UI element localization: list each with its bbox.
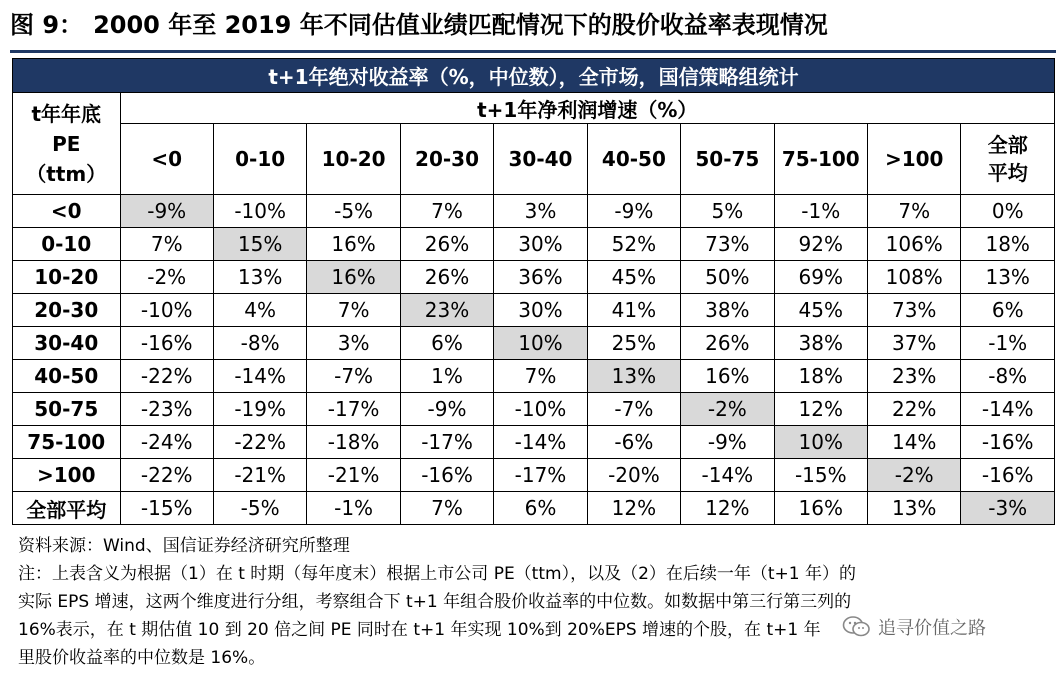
table-cell: 45% bbox=[587, 261, 680, 294]
table-cell: 30% bbox=[494, 294, 587, 327]
table-cell: -1% bbox=[961, 327, 1055, 360]
table-cell: 38% bbox=[774, 327, 867, 360]
table-cell: 3% bbox=[307, 327, 400, 360]
table-cell: -5% bbox=[307, 195, 400, 228]
table-cell: 7% bbox=[307, 294, 400, 327]
row-header: 0-10 bbox=[13, 228, 121, 261]
table-cell: -2% bbox=[681, 393, 774, 426]
table-cell: 1% bbox=[400, 360, 493, 393]
table-cell: 30% bbox=[494, 228, 587, 261]
table-cell: 15% bbox=[213, 228, 306, 261]
table-cell: 52% bbox=[587, 228, 680, 261]
table-cell: -7% bbox=[587, 393, 680, 426]
figure-label: 图 9： bbox=[10, 11, 84, 39]
table-cell: -9% bbox=[587, 195, 680, 228]
notes bbox=[18, 532, 1058, 672]
row-header: 30-40 bbox=[13, 327, 121, 360]
note-line: 实际 EPS 增速，这两个维度进行分组，考察组合下 t+1 年组合股价收益率的中位数。如数据中第三行第三列的 bbox=[18, 592, 852, 612]
growth-header: t+1年净利润增速（%） bbox=[120, 93, 1055, 124]
table-cell: 23% bbox=[400, 294, 493, 327]
table-cell: -22% bbox=[213, 426, 306, 459]
table-cell: -21% bbox=[307, 459, 400, 492]
table-cell: -14% bbox=[494, 426, 587, 459]
corner-line: PE bbox=[52, 131, 81, 156]
table-cell: -23% bbox=[120, 393, 213, 426]
table-cell: 45% bbox=[774, 294, 867, 327]
table-cell: -18% bbox=[307, 426, 400, 459]
table-cell: 23% bbox=[868, 360, 961, 393]
note-line: 里股价收益率的中位数是 16%。 bbox=[18, 648, 266, 668]
returns-table bbox=[12, 58, 1055, 525]
table-cell: -16% bbox=[400, 459, 493, 492]
table-cell: -2% bbox=[120, 261, 213, 294]
table-row bbox=[13, 327, 1055, 360]
table-cell: -6% bbox=[587, 426, 680, 459]
row-header: 40-50 bbox=[13, 360, 121, 393]
row-header: 75-100 bbox=[13, 426, 121, 459]
table-cell: -20% bbox=[587, 459, 680, 492]
table-cell: 18% bbox=[961, 228, 1055, 261]
table-cell: 16% bbox=[681, 360, 774, 393]
table-cell: -15% bbox=[774, 459, 867, 492]
table-cell: 7% bbox=[120, 228, 213, 261]
column-header: 0-10 bbox=[213, 124, 306, 195]
table-cell: 22% bbox=[868, 393, 961, 426]
table-cell: -22% bbox=[120, 360, 213, 393]
table-row bbox=[13, 459, 1055, 492]
table-cell: -3% bbox=[961, 492, 1055, 525]
table-cell: 6% bbox=[494, 492, 587, 525]
figure-title bbox=[10, 6, 1050, 44]
source-note: 资料来源：Wind、国信证券经济研究所整理 bbox=[18, 536, 350, 556]
column-header: >100 bbox=[868, 124, 961, 195]
table-row bbox=[13, 294, 1055, 327]
corner-line: t年年底 bbox=[31, 101, 102, 126]
column-header: <0 bbox=[120, 124, 213, 195]
table-cell: -9% bbox=[681, 426, 774, 459]
table-cell: 92% bbox=[774, 228, 867, 261]
table-cell: -2% bbox=[868, 459, 961, 492]
table-cell: 108% bbox=[868, 261, 961, 294]
table-row bbox=[13, 261, 1055, 294]
figure-title-text: 2000 年至 2019 年不同估值业绩匹配情况下的股价收益率表现情况 bbox=[93, 11, 828, 39]
table-cell: -16% bbox=[120, 327, 213, 360]
table-cell: 16% bbox=[307, 228, 400, 261]
table-cell: 18% bbox=[774, 360, 867, 393]
table-cell: 16% bbox=[774, 492, 867, 525]
table-row bbox=[13, 360, 1055, 393]
table-cell: 10% bbox=[774, 426, 867, 459]
table-cell: 26% bbox=[681, 327, 774, 360]
table-row bbox=[13, 393, 1055, 426]
table-cell: 50% bbox=[681, 261, 774, 294]
table-cell: -17% bbox=[494, 459, 587, 492]
column-header: 全部 平均 bbox=[961, 124, 1055, 195]
table-cell: -19% bbox=[213, 393, 306, 426]
table-cell: 3% bbox=[494, 195, 587, 228]
column-header: 30-40 bbox=[494, 124, 587, 195]
note-line: 注：上表含义为根据（1）在 t 时期（每年度末）根据上市公司 PE（ttm），以及（2）在后续一年（t+1 年）的 bbox=[18, 564, 857, 584]
table-cell: -16% bbox=[961, 426, 1055, 459]
row-header: 全部平均 bbox=[13, 492, 121, 525]
table-cell: 12% bbox=[681, 492, 774, 525]
table-cell: -14% bbox=[681, 459, 774, 492]
table-cell: 37% bbox=[868, 327, 961, 360]
column-header: 40-50 bbox=[587, 124, 680, 195]
table-cell: 13% bbox=[213, 261, 306, 294]
column-header: 10-20 bbox=[307, 124, 400, 195]
table-cell: 73% bbox=[681, 228, 774, 261]
table-cell: 13% bbox=[587, 360, 680, 393]
table-cell: -14% bbox=[213, 360, 306, 393]
row-header: 10-20 bbox=[13, 261, 121, 294]
table-cell: 7% bbox=[494, 360, 587, 393]
table-cell: 10% bbox=[494, 327, 587, 360]
row-header: >100 bbox=[13, 459, 121, 492]
table-cell: 69% bbox=[774, 261, 867, 294]
table-cell: -5% bbox=[213, 492, 306, 525]
table-cell: 41% bbox=[587, 294, 680, 327]
table-cell: 5% bbox=[681, 195, 774, 228]
table-cell: 13% bbox=[868, 492, 961, 525]
table-row bbox=[13, 492, 1055, 525]
table-cell: 6% bbox=[400, 327, 493, 360]
table-cell: 7% bbox=[400, 195, 493, 228]
table-cell: 12% bbox=[587, 492, 680, 525]
row-header: <0 bbox=[13, 195, 121, 228]
table-banner: t+1年绝对收益率（%，中位数），全市场，国信策略组统计 bbox=[13, 59, 1055, 93]
table-row bbox=[13, 195, 1055, 228]
table-cell: 7% bbox=[868, 195, 961, 228]
title-rule bbox=[10, 50, 1056, 53]
table-cell: 6% bbox=[961, 294, 1055, 327]
table-cell: 13% bbox=[961, 261, 1055, 294]
table-cell: 25% bbox=[587, 327, 680, 360]
table-cell: 4% bbox=[213, 294, 306, 327]
column-header: 20-30 bbox=[400, 124, 493, 195]
row-header: 50-75 bbox=[13, 393, 121, 426]
table-cell: -17% bbox=[400, 426, 493, 459]
table-cell: 73% bbox=[868, 294, 961, 327]
table-cell: 16% bbox=[307, 261, 400, 294]
watermark-text: 追寻价值之路 bbox=[878, 618, 986, 639]
table-cell: -10% bbox=[213, 195, 306, 228]
table-cell: 12% bbox=[774, 393, 867, 426]
table-cell: -16% bbox=[961, 459, 1055, 492]
table-cell: -24% bbox=[120, 426, 213, 459]
table-row bbox=[13, 426, 1055, 459]
table-cell: -9% bbox=[400, 393, 493, 426]
table-cell: -10% bbox=[120, 294, 213, 327]
table-cell: -21% bbox=[213, 459, 306, 492]
table-cell: 7% bbox=[400, 492, 493, 525]
column-header: 75-100 bbox=[774, 124, 867, 195]
corner-line: （ttm） bbox=[26, 161, 107, 186]
table-cell: -22% bbox=[120, 459, 213, 492]
table-cell: -1% bbox=[307, 492, 400, 525]
column-header: 50-75 bbox=[681, 124, 774, 195]
table-cell: 0% bbox=[961, 195, 1055, 228]
table-cell: -7% bbox=[307, 360, 400, 393]
table-cell: -8% bbox=[961, 360, 1055, 393]
table-cell: 26% bbox=[400, 261, 493, 294]
table-cell: 106% bbox=[868, 228, 961, 261]
wechat-icon bbox=[842, 615, 872, 639]
table-cell: 36% bbox=[494, 261, 587, 294]
table-cell: -15% bbox=[120, 492, 213, 525]
table-cell: -1% bbox=[774, 195, 867, 228]
table-cell: 26% bbox=[400, 228, 493, 261]
table-cell: -8% bbox=[213, 327, 306, 360]
table-cell: 14% bbox=[868, 426, 961, 459]
table-cell: -10% bbox=[494, 393, 587, 426]
table-cell: 38% bbox=[681, 294, 774, 327]
table-row bbox=[13, 228, 1055, 261]
row-header: 20-30 bbox=[13, 294, 121, 327]
note-line: 16%表示，在 t 期估值 10 到 20 倍之间 PE 同时在 t+1 年实现 10%到 20%EPS 增速的个股，在 t+1 年 bbox=[18, 620, 821, 640]
table-cell: -14% bbox=[961, 393, 1055, 426]
table-cell: -17% bbox=[307, 393, 400, 426]
watermark bbox=[838, 614, 990, 640]
corner-header bbox=[13, 93, 121, 195]
table-cell: -9% bbox=[120, 195, 213, 228]
